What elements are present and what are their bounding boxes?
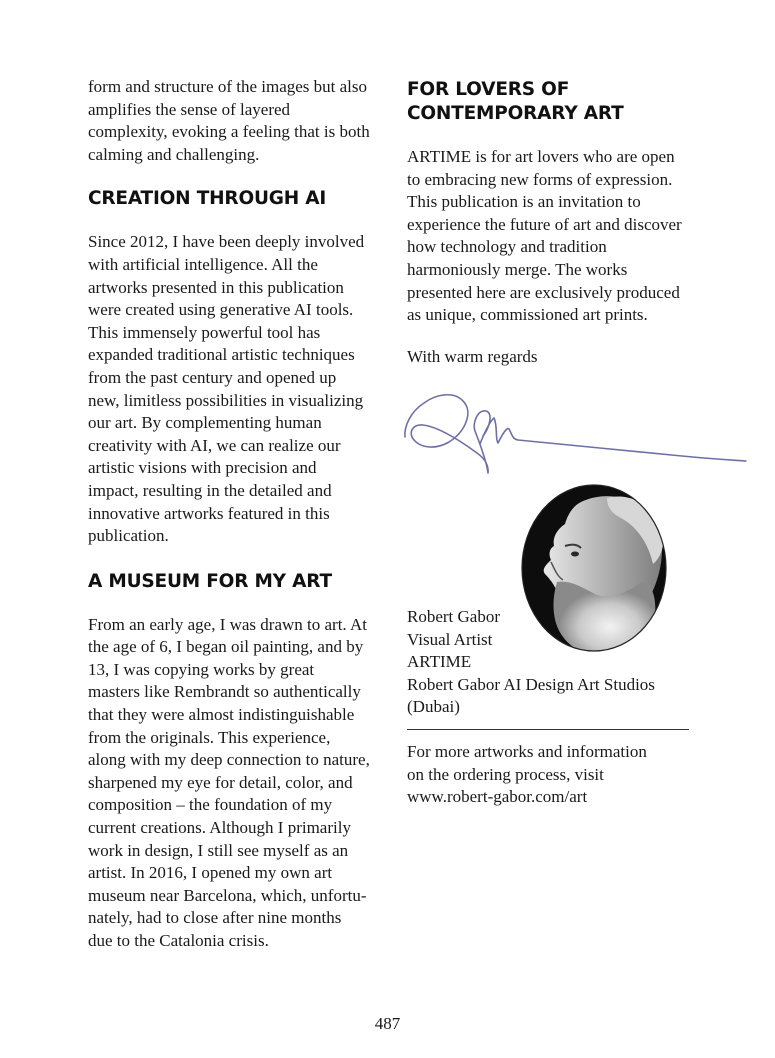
- intro-paragraph: form and structure of the images but also amplifies the sense of layered complexity, evoking a feeling that is both calming and challenging.: [88, 77, 370, 164]
- divider-line: [407, 729, 689, 730]
- page-number: 487: [374, 1014, 401, 1033]
- museum-heading: A MUSEUM FOR MY ART: [88, 570, 332, 592]
- website-link[interactable]: www.robert-gabor.com/art: [407, 787, 588, 807]
- contact-block: [407, 606, 707, 719]
- creation-through-ai-heading: CREATION THROUGH AI: [88, 188, 327, 210]
- heading-line-2: CONTEMPORARY ART: [407, 103, 624, 124]
- contemporary-art-heading: [407, 78, 689, 126]
- regards-text: With warm regards: [407, 346, 538, 366]
- contact-brand: ARTIME: [407, 652, 472, 672]
- artime-intro-text: ARTIME is for art lovers who are open to embracing new forms of expression. This publication is an invitation to experience the future of art and discover how technology and tradition harmoniously merge. The works presented here are exclusively produced as unique, commissioned art prints.: [407, 147, 682, 325]
- heading-line-1: FOR LOVERS OF: [407, 79, 570, 100]
- more-info-line-1: For more artworks and information: [407, 742, 647, 761]
- contact-name: Robert Gabor: [407, 607, 501, 626]
- left-column: [88, 76, 370, 953]
- contact-location: (Dubai): [407, 697, 460, 717]
- contact-role: Visual Artist: [407, 629, 493, 649]
- more-info-line-2: on the ordering process, visit: [407, 764, 604, 784]
- creation-through-ai-text: Since 2012, I have been deeply involved with artificial intelligence. All the artworks presented in this publication were created using generative AI tools. This immensely powerful tool has expanded traditional artistic techniques from the past century and opened up new, limitless possibilities in visualizing our art. By complementing human creativity with AI, we can realize our artistic visions with precision and impact, resulting in the detailed and innovative artworks featured in this publication.: [88, 232, 365, 546]
- museum-text: From an early age, I was drawn to art. At the age of 6, I began oil painting, and by 13, I was copying works by great masters like Rembrandt so authentically that they were almost indistinguishable from the originals. This experience, along with my deep connection to nature, sharpened my eye for detail, color, and composition – the foundation of my current creations. Although I primarily work in design, I still see myself as an artist. In 2016, I opened my own art museum near Barcelona, which, unfortunately, had to close after nine months due to the Catalonia crisis.: [88, 614, 370, 950]
- more-info-block: [407, 741, 689, 809]
- signature-image: [402, 387, 752, 477]
- contact-studio: Robert Gabor AI Design Art Studios: [407, 674, 655, 694]
- right-column: [407, 76, 689, 368]
